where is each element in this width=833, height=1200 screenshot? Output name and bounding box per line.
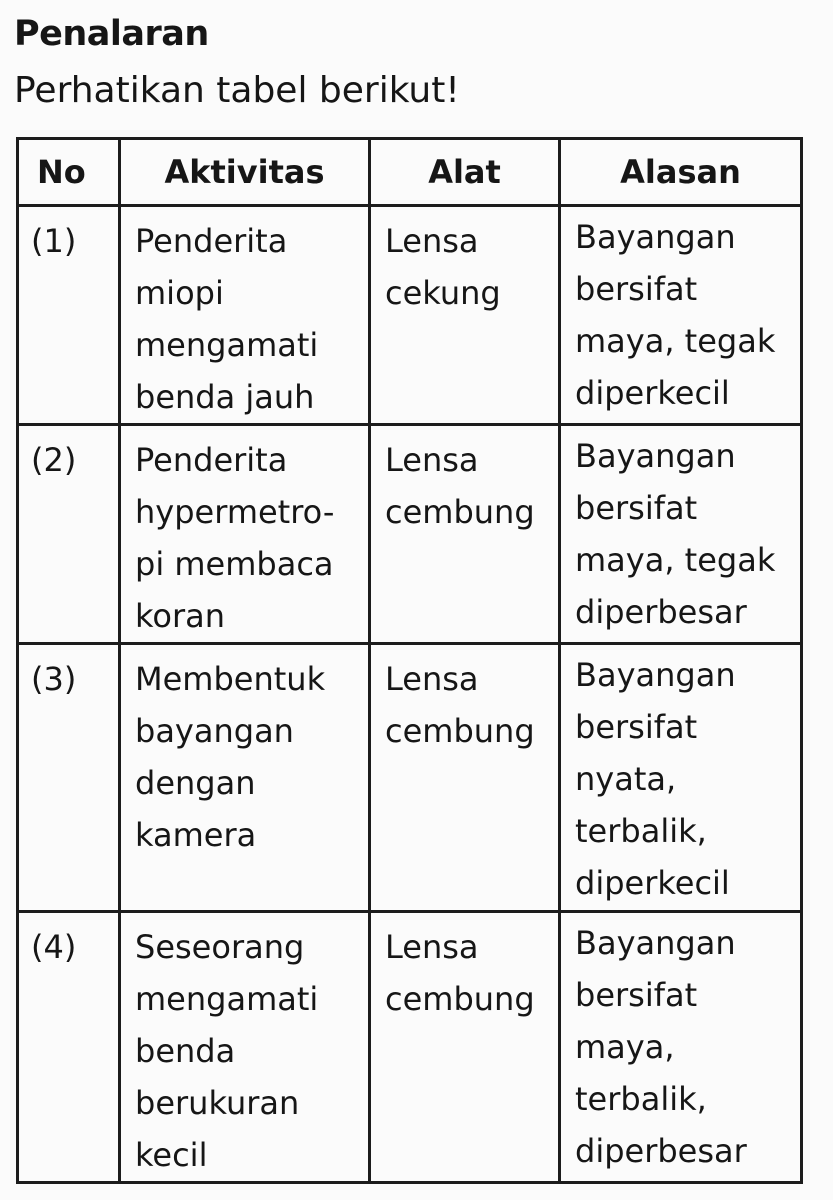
text-line: berukuran xyxy=(135,1084,300,1122)
text-line: cembung xyxy=(385,980,535,1018)
text-line: miopi xyxy=(135,274,224,312)
text-line: Penderita xyxy=(135,222,288,260)
text-line: Bayangan xyxy=(575,218,736,256)
text-line: dengan xyxy=(135,764,256,802)
instruction-text: Perhatikan tabel berikut! xyxy=(14,70,460,111)
lens-table xyxy=(16,137,803,1184)
text-line: hypermetro- xyxy=(135,493,335,531)
text-line: kecil xyxy=(135,1136,208,1174)
cell-alat xyxy=(370,425,560,644)
text-line: Lensa xyxy=(385,928,479,966)
text-line: benda jauh xyxy=(135,378,315,416)
text-line: mengamati xyxy=(135,980,319,1018)
cell-alat xyxy=(370,644,560,912)
cell-alasan xyxy=(560,425,802,644)
cell-no: (4) xyxy=(18,912,120,1183)
text-line: Bayangan xyxy=(575,437,736,475)
text-line: Lensa xyxy=(385,660,479,698)
cell-alat xyxy=(370,912,560,1183)
table-header-row xyxy=(18,139,802,206)
text-line: cembung xyxy=(385,493,535,531)
text-line: Seseorang xyxy=(135,928,305,966)
table-row xyxy=(18,425,802,644)
text-line: nyata, xyxy=(575,760,677,798)
cell-alat xyxy=(370,206,560,425)
text-line: benda xyxy=(135,1032,236,1070)
text-line: maya, xyxy=(575,1028,675,1066)
cell-alasan xyxy=(560,644,802,912)
text-line: Bayangan xyxy=(575,656,736,694)
text-line: bayangan xyxy=(135,712,294,750)
text-line: Penderita xyxy=(135,441,288,479)
text-line: mengamati xyxy=(135,326,319,364)
text-line: maya, tegak xyxy=(575,541,776,579)
cell-alasan xyxy=(560,206,802,425)
text-line: Bayangan xyxy=(575,924,736,962)
text-line: diperkecil xyxy=(575,864,730,902)
text-line: cekung xyxy=(385,274,501,312)
table-row xyxy=(18,644,802,912)
header-no: No xyxy=(18,139,120,206)
text-line: bersifat xyxy=(575,489,698,527)
text-line: maya, tegak xyxy=(575,322,776,360)
text-line: diperbesar xyxy=(575,593,747,631)
header-alat: Alat xyxy=(370,139,560,206)
section-heading: Penalaran xyxy=(14,14,209,54)
cell-no: (1) xyxy=(18,206,120,425)
text-line: koran xyxy=(135,597,226,635)
header-alasan: Alasan xyxy=(560,139,802,206)
text-line: terbalik, xyxy=(575,1080,707,1118)
cell-aktivitas xyxy=(120,425,370,644)
text-line: terbalik, xyxy=(575,812,707,850)
table-row xyxy=(18,912,802,1183)
text-line: Lensa xyxy=(385,441,479,479)
header-aktivitas: Aktivitas xyxy=(120,139,370,206)
text-line: diperbesar xyxy=(575,1132,747,1170)
text-line: bersifat xyxy=(575,976,698,1014)
text-line: kamera xyxy=(135,816,257,854)
cell-no: (2) xyxy=(18,425,120,644)
text-line: cembung xyxy=(385,712,535,750)
text-line: bersifat xyxy=(575,708,698,746)
text-line: Lensa xyxy=(385,222,479,260)
cell-aktivitas xyxy=(120,912,370,1183)
cell-aktivitas xyxy=(120,644,370,912)
text-line: diperkecil xyxy=(575,374,730,412)
text-line: pi membaca xyxy=(135,545,334,583)
text-line: bersifat xyxy=(575,270,698,308)
cell-no: (3) xyxy=(18,644,120,912)
text-line: Membentuk xyxy=(135,660,326,698)
cell-alasan xyxy=(560,912,802,1183)
cell-aktivitas xyxy=(120,206,370,425)
table-row xyxy=(18,206,802,425)
